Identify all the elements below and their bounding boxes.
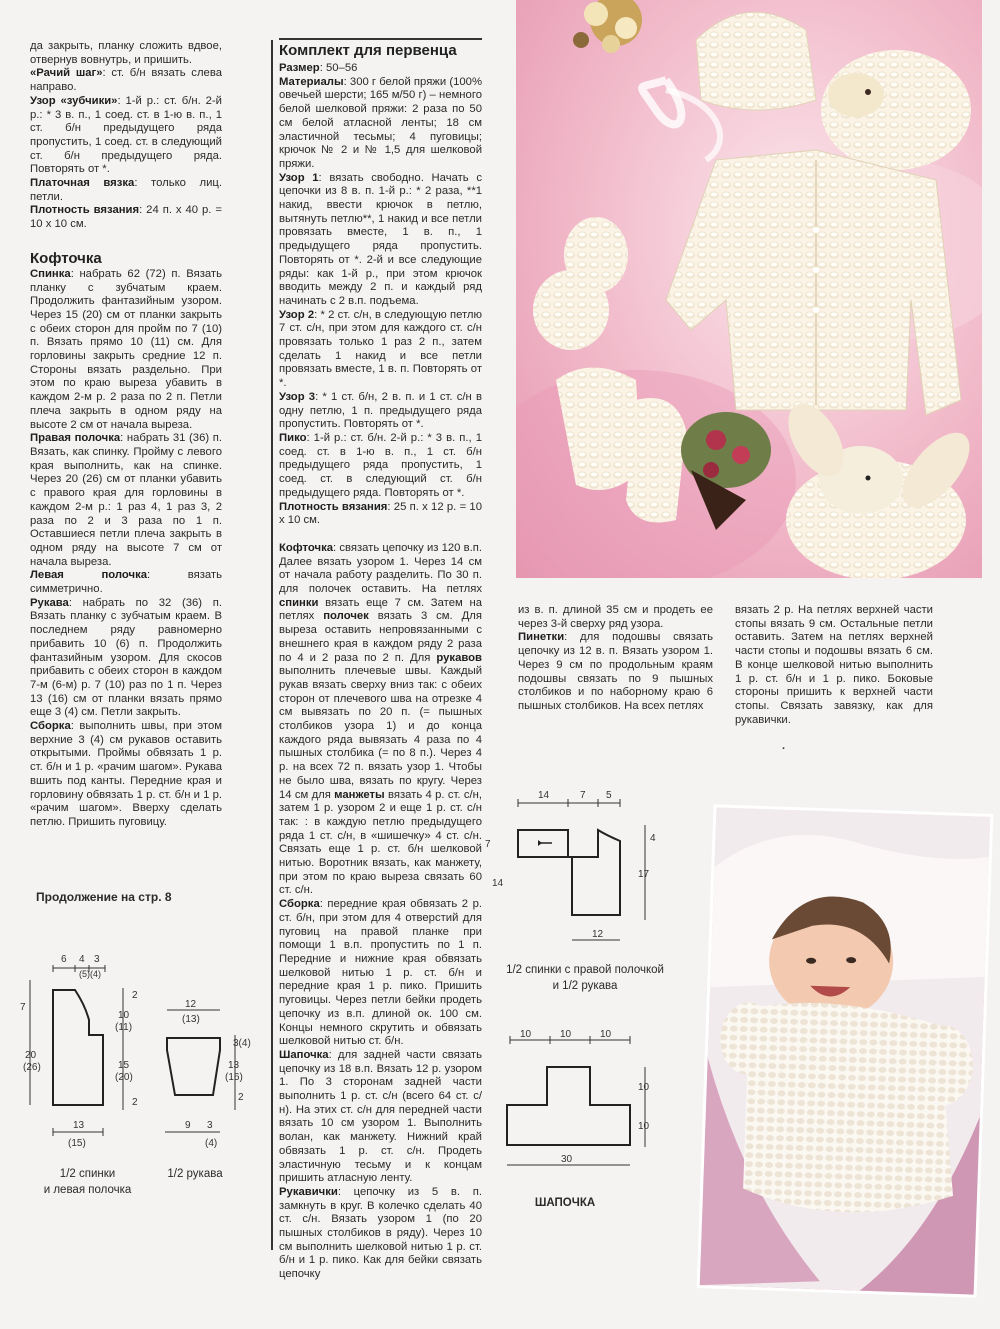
section-heading: Кофточка: [30, 249, 102, 267]
paragraph: Левая полочка: вязать симметрично.: [30, 569, 222, 596]
diagram-hat: [495, 1025, 685, 1180]
dim-label: 7: [580, 790, 586, 801]
dim-label: (15): [68, 1138, 86, 1149]
paragraph: Плотность вязания: 24 п. х 40 р. = 10 х 10 см.: [30, 204, 222, 231]
dim-label: 14: [492, 878, 504, 889]
paragraph: Материалы: 300 г белой пряжи (100% овечьей шерсти; 165 м/50 г) – немного белой шелковой пряжи: 2 раза по 50 см белой атласной ленты; 18 см эластичной тесьмы; 4 пуговицы; крючок № 2 и № 1,5 для шелковой пряжи.: [279, 75, 482, 170]
dim-label: (11): [115, 1022, 133, 1033]
dim-label: (4): [205, 1138, 218, 1149]
dim-label: 7: [20, 1002, 26, 1013]
photo-knit-set: [516, 0, 982, 578]
dim-label: 9: [185, 1120, 191, 1131]
dim-label: 3(4): [233, 1038, 251, 1049]
paragraph: Пико: 1-й р.: ст. б/н. 2-й р.: * 3 в. п., 1 соед. ст. в 1-ю в. п., 1 ст. б/н предыдущего ряда пропустить, 1 соед. ст. в следующий ст. б/н предыдущего ряда. Повторять от *.: [279, 431, 482, 499]
dim-label: (16): [225, 1072, 243, 1083]
dim-label: 5: [606, 790, 612, 801]
dim-label: 12: [185, 999, 197, 1010]
dim-label: 10: [118, 1010, 130, 1021]
dim-label: 10: [638, 1121, 650, 1132]
dim-label: 4: [79, 954, 85, 965]
paragraph: Кофточка: связать цепочку из 120 в.п. Далее вязать узором 1. Через 14 см от начала работу разделить. По 30 п. для полочек оставить. На петлях спинки вязать еще 7 см. Затем на петлях полочек вязать 3 см. Для выреза оставить непровязанными с внешнего края в каждом ряду 2 раза по 4 и 2 раза по 2 п. Для рукавов выполнить плечевые швы. Каждый рукав вязать сверху вниз так: с обеих сторон от плечевого шва на отрезке 4 см вывязать по 20 п. (= пышных столбиков узора 1) и до конца каждого ряда вывязать 4 раза по 4 пышных столбика (= по 8 п.). Через 4 р. на всех 72 п. вязать узор 1. Чтобы не было шва, вязать по кругу. Через 14 см для манжеты вязать 4 р. ст. с/н, затем 1 р. узором 2 и еще 1 р. ст. с/н так: : в каждую петлю предыдущего ряда 1 ст. с/н, в «шишечку» 4 ст. с/н. Связать еще 1 р. ст. б/н шелковой нитью. Воротник вязать, как манжету, при этом по краю выреза связать 60 ст. с/н.: [279, 541, 482, 897]
dim-label: 30: [561, 1154, 573, 1165]
photo-baby-illustration: [700, 807, 991, 1294]
dim-label: 10: [520, 1029, 532, 1040]
dim-label: 4: [650, 833, 656, 844]
paragraph: Пинетки: для подошвы связать цепочку из 12 в. п. Вязать узором 1. Через 9 см по продольным краям подошвы связать по 9 пышных столбиков и по наборному краю 6 пышных столбиков. На всех петлях: [518, 631, 713, 712]
dim-label: 10: [600, 1029, 612, 1040]
dim-label: 6: [61, 954, 67, 965]
paragraph: Размер: 50–56: [279, 62, 358, 74]
dim-label: 15: [118, 1060, 130, 1071]
dim-label: (20): [115, 1072, 133, 1083]
column-3: [518, 604, 713, 714]
paragraph: Сборка: передние края обвязать 2 р. ст. б/н, при этом для 4 отверстий для пуговиц на правой планке при помощи 1 в.п. пропустить по 1 п. Передние и нижние края обвязать шелковой нитью 1 р. ст. б/н и передние края 1 р. пико. Пришить пуговицы. Через петли бейки продеть цепочку из в.п. длиной ок. 100 см. Концы немного скрутить и обвязать шелковой нитью ст. б/н.: [279, 898, 482, 1048]
paragraph: Узор 1: вязать свободно. Начать с цепочки из 8 в. п. 1-й р.: * 2 раза, **1 накид, ввести крючок в петлю, вытянуть петлю**, 1 накид и все петли провязать вместе, 1 в. п., 1 предыдущего ряда пропустить. Повторять от *. 2-й и все следующие ряды: как 1-й р., при этом крючок вводить между 2 п. и каждый ряд начинать с 2 в.п. подъема.: [279, 171, 482, 307]
photo-knit-set-illustration: [516, 0, 982, 578]
column-4: [735, 604, 933, 727]
paragraph: Плотность вязания: 25 п. х 12 р. = 10 х 10 см.: [279, 500, 482, 527]
article-title: Комплект для первенца: [279, 38, 482, 60]
dim-label: 17: [638, 869, 650, 880]
dim-label: 14: [538, 790, 550, 801]
dim-label: 13: [228, 1060, 240, 1071]
stray-dot: .: [782, 740, 786, 752]
column-2: [279, 38, 482, 1282]
caption-hat: ШАПОЧКА: [534, 1197, 596, 1209]
dim-label: 3: [207, 1120, 213, 1131]
dim-label: 2: [132, 1097, 138, 1108]
paragraph: «Рачий шаг»: ст. б/н вязать слева направо.: [30, 67, 222, 94]
toy-lamb: [821, 50, 971, 170]
column-1: [30, 40, 222, 830]
dim-label: 2: [238, 1092, 244, 1103]
dim-label: (26): [23, 1062, 41, 1073]
dim-label: 13: [73, 1120, 85, 1131]
paragraph: из в. п. длиной 35 см и продеть ее через 3-й сверху ряд узора.: [518, 604, 713, 630]
dim-label: 10: [638, 1082, 650, 1093]
paragraph: да закрыть, планку сложить вдвое, отвернув вовнутрь, и пришить.: [30, 40, 222, 66]
paragraph: Узор 3: * 1 ст. б/н, 2 в. п. и 1 ст. с/н в одну петлю, 1 п. предыдущего ряда пропустить. Повторять от *.: [279, 390, 482, 431]
column-separator: [271, 40, 273, 1250]
dim-label: (13): [182, 1014, 200, 1025]
caption-sleeve: 1/2 рукава: [167, 1168, 223, 1180]
paragraph: Спинка: набрать 62 (72) п. Вязать планку с зубчатым краем. Продолжить фантазийным узором. Через 15 (20) см от планки закрыть с обеих сторон для пройм по 7 (10) п. Вязать прямо 10 (11) см. Для горловины закрыть средние 12 п. Стороны вязать раздельно. При этом по краю выреза убавить в каждом 2-м р. 2 раза по 2 п. Петли плеча закрыть в одном ряду на высоте 2 см от начала выреза.: [30, 267, 222, 431]
paragraph: Узор «зубчики»: 1-й р.: ст. б/н. 2-й р.: * 3 в. п., 1 соед. ст. в 1-ю в. п., 1 ст. б/н предыдущего ряда пропустить, 1 соед. ст. в следующий ст. б/н предыдущего ряда. Повторять от *.: [30, 94, 222, 176]
diagram-jacket: [480, 785, 680, 960]
paragraph: Узор 2: * 2 ст. с/н, в следующую петлю 7 ст. с/н, при этом для каждого ст. с/н провязать только 1 раз 2 п., затем сделать 1 накид и все петли провязать вместе, 1 в. п. Повторять от *.: [279, 308, 482, 390]
paragraph: вязать 2 р. На петлях верхней части стопы вязать 9 см. Остальные петли оставить. Затем на петлях верхней части стопы и подошвы вязать 6 см. В конце шелковой нитью выполнить 1 р. ст. б/н и 1 р. пико. Боковые стороны пришить к верхней части стопы. Связать завязку, как для рукавички.: [735, 604, 933, 726]
paragraph: Сборка: выполнить швы, при этом верхние 3 (4) см рукавов оставить открытыми. Проймы обвязать 1 р. ст. б/н и 1 р. «рачим шагом». Рукава вшить под канты. Передние края и горловину обвязать 1 р. ст. б/н и 1 р. «рачим шагом». Вверху сделать петлю. Пришить пуговицу.: [30, 720, 222, 828]
dim-label: 3: [94, 954, 100, 965]
dim-label: 10: [560, 1029, 572, 1040]
paragraph: Рукавички: цепочку из 5 в. п. замкнуть в круг. В колечко сделать 40 ст. с/н. Вязать узором 1 (по 20 пышных столбиков в ряду). Через 10 см выполнить шелковой нитью 1 р. ст. б/н и 1 р. пико. Как для бейки связать цепочку: [279, 1185, 482, 1281]
flowers-top: [573, 0, 642, 53]
paragraph: Рукава: набрать по 32 (36) п. Вязать планку с зубчатым краем. В последнем ряду равномерно прибавить 10 (6) п. Продолжить фантазийным узором. Для скосов прибавить с обеих сторон в каждом 7-м (6-м) р. 7 (10) раз по 1 п. Через 13 (16) см от планки вязать прямо еще 3 (4) см. Петли закрыть.: [30, 596, 222, 719]
paragraph: Правая полочка: набрать 31 (36) п. Вязать, как спинку. Пройму с левого края выполнить, как на спинке. Через 20 (26) см от планки убавить с правого края для горловины в каждом 2-м р.: 1 раз 4, 1 раз 3, 2 раза по 2 и 3 раза по 1 п. Оставшиеся петли плеча закрыть в одном ряду на высоте 7 см от начала выреза.: [30, 432, 222, 568]
caption-jacket: 1/2 спинки с правой полочкой и 1/2 рукава: [506, 964, 664, 992]
photo-baby: [700, 807, 991, 1294]
knit-jacket: [666, 150, 961, 415]
dim-label: 2: [132, 990, 138, 1001]
dim-label: 20: [25, 1050, 37, 1061]
paragraph: Шапочка: для задней части связать цепочку из 18 в.п. Вязать 12 р. узором 1. По 3 сторонам задней части выполнить 1 р. ст. с/н (всего 64 ст. с/н). На этих ст. с/н для передней части вязать 10 см узором 1. Выполнить волан, как манжету. Нижний край обвязать 1 р. ст. с/н. Продеть эластичную тесьму и к концам пришить атласную ленту.: [279, 1048, 482, 1185]
dim-label: 12: [592, 929, 604, 940]
dim-label: 7: [485, 839, 491, 850]
caption-back: 1/2 спинки и левая полочка: [43, 1168, 132, 1196]
toy-bunny: [777, 394, 982, 578]
paragraph: Платочная вязка: только лиц. петли.: [30, 177, 222, 203]
dim-label: (5)(4): [79, 969, 101, 979]
continuation-note: Продолжение на стр. 8: [36, 890, 172, 904]
